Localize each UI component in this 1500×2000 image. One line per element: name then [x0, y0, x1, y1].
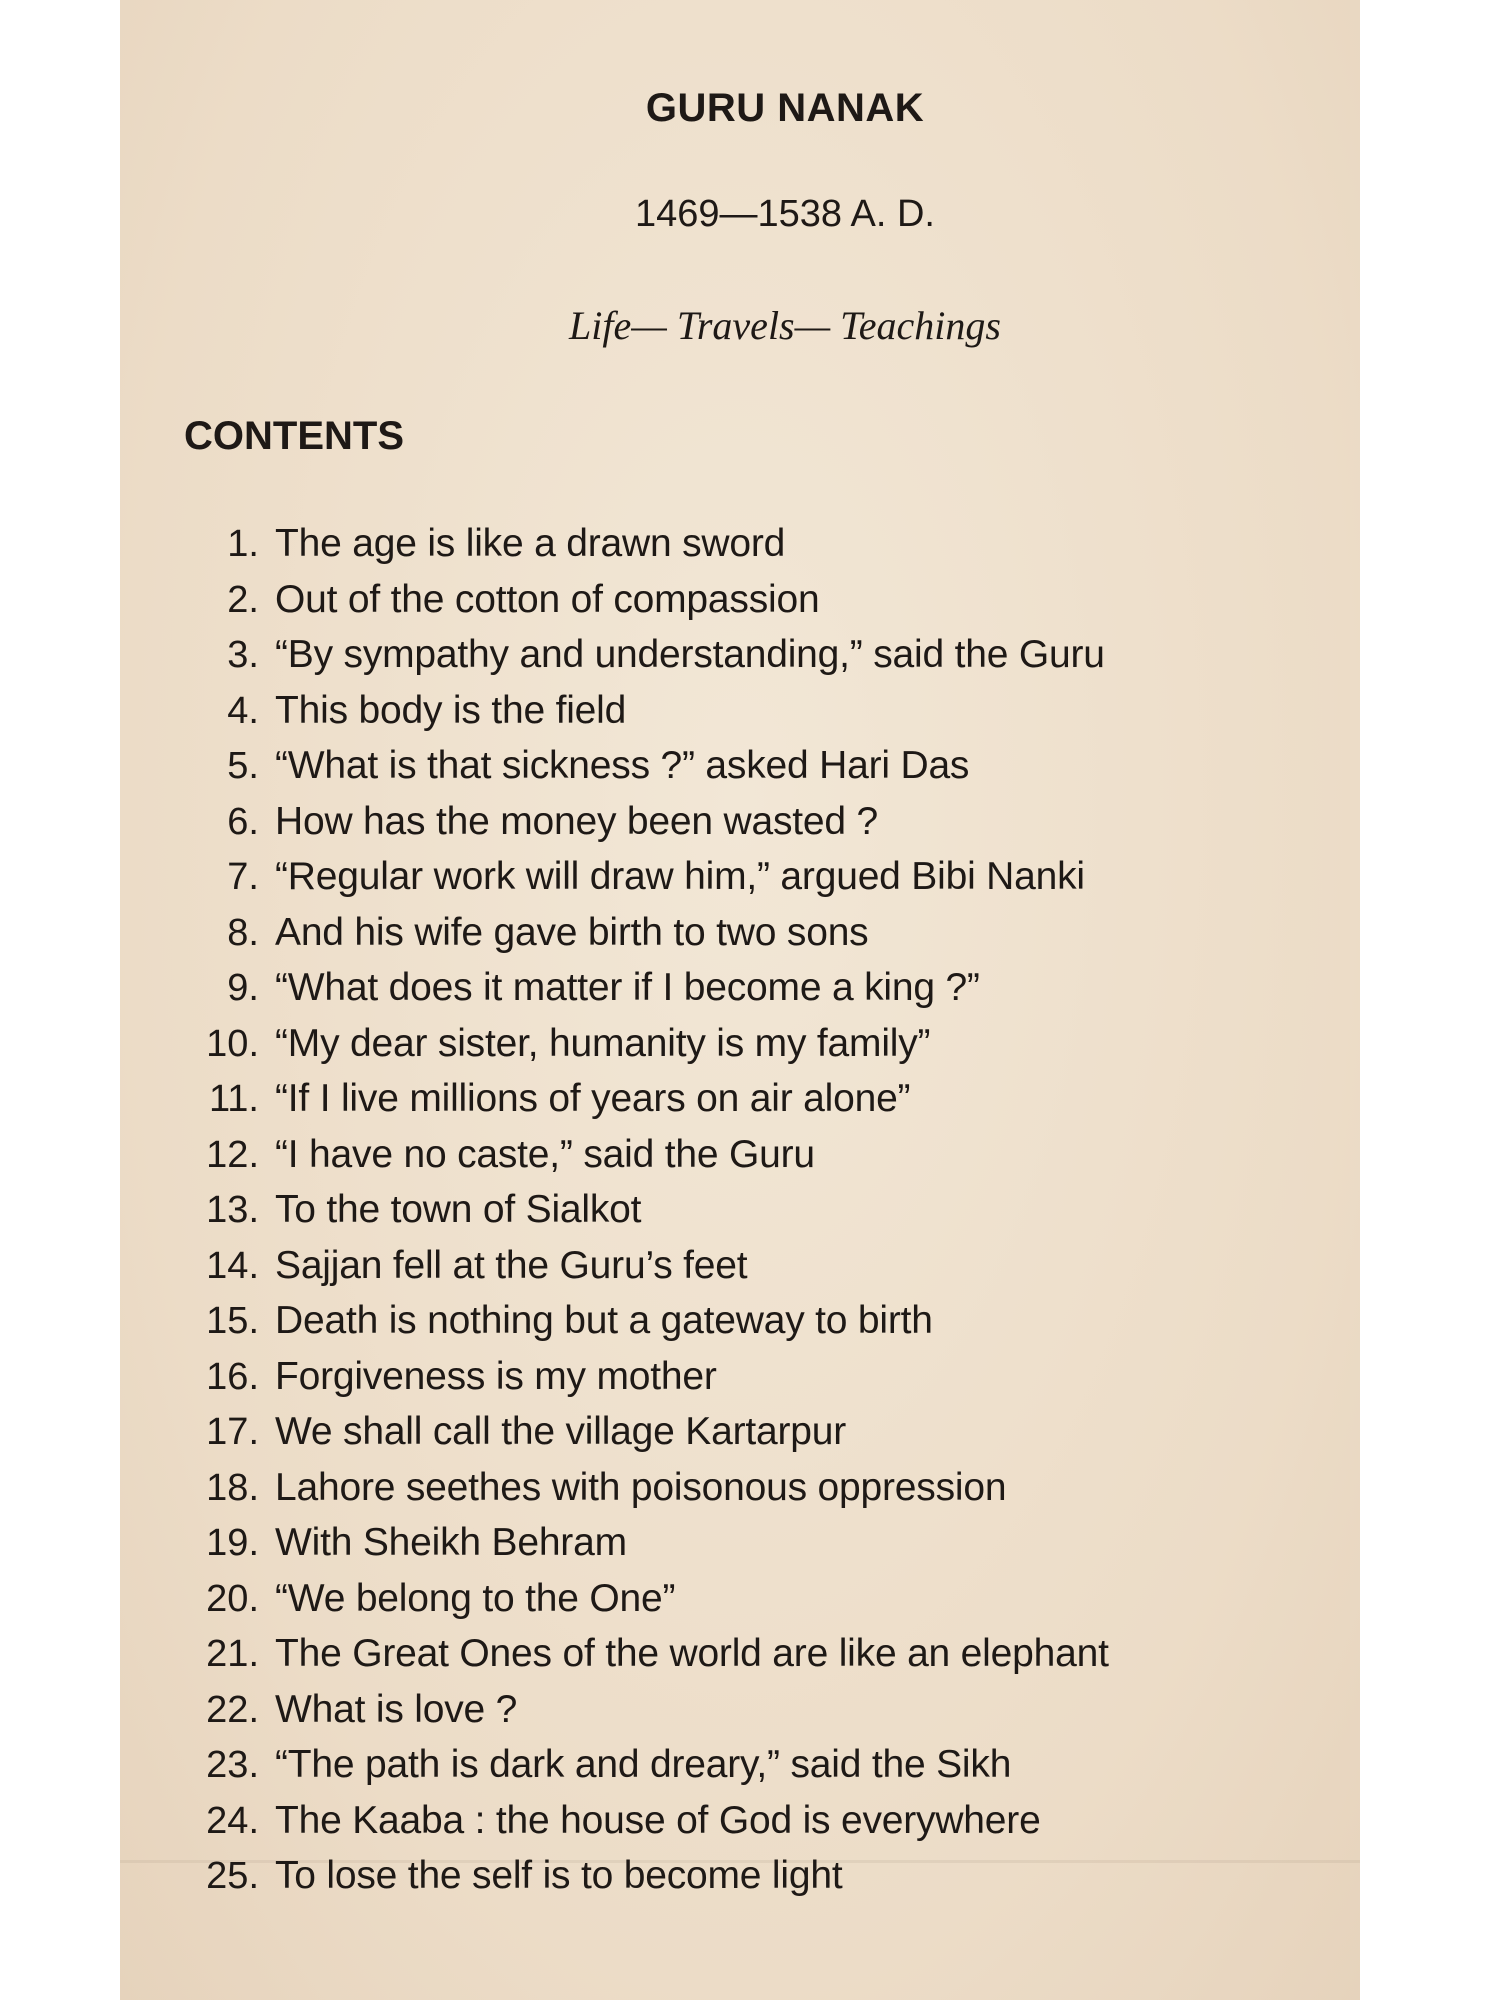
toc-title: How has the money been wasted ?: [275, 799, 879, 843]
toc-number: 13.: [206, 1189, 259, 1231]
toc-title: Death is nothing but a gateway to birth: [275, 1299, 933, 1342]
toc-entry: [195, 1355, 1325, 1411]
book-subtitle: Life— Travels— Teachings: [569, 303, 1001, 348]
toc-number: 1.: [227, 523, 259, 565]
toc-entry: [195, 633, 1325, 689]
toc-number: 15.: [206, 1300, 259, 1342]
toc-number: 6.: [227, 800, 259, 843]
toc-title: “The path is dark and dreary,” said the Sikh: [275, 1743, 1012, 1786]
table-of-contents: [195, 522, 1325, 1910]
toc-entry: [195, 578, 1325, 634]
toc-title: We shall call the village Kartarpur: [275, 1410, 847, 1453]
toc-number: 12.: [206, 1133, 259, 1176]
toc-title: Sajjan fell at the Guru’s feet: [275, 1243, 748, 1287]
toc-title: “If I live millions of years on air alone”: [275, 1077, 911, 1120]
toc-title: This body is the field: [275, 688, 627, 732]
toc-number: 22.: [206, 1688, 259, 1731]
toc-entry: [195, 1410, 1325, 1466]
toc-number: 8.: [227, 911, 259, 954]
toc-title: The Great Ones of the world are like an elephant: [275, 1632, 1109, 1675]
toc-entry: [195, 1299, 1325, 1355]
toc-entry: [195, 1688, 1325, 1744]
toc-number: 4.: [227, 689, 259, 732]
toc-entry: [195, 1022, 1325, 1078]
toc-title: What is love ?: [275, 1687, 518, 1731]
toc-entry: [195, 800, 1325, 856]
toc-title: “I have no caste,” said the Guru: [275, 1132, 815, 1176]
toc-number: 5.: [227, 745, 259, 787]
toc-number: 17.: [206, 1411, 259, 1453]
toc-number: 20.: [206, 1577, 259, 1620]
toc-entry: [195, 1466, 1325, 1522]
toc-entry: [195, 855, 1325, 911]
toc-entry: [195, 522, 1325, 578]
toc-number: 2.: [227, 578, 259, 621]
toc-entry: [195, 1133, 1325, 1189]
toc-title: Out of the cotton of compassion: [275, 577, 820, 621]
toc-number: 25.: [206, 1855, 259, 1897]
toc-title: “What is that sickness ?” asked Hari Das: [275, 744, 970, 787]
toc-number: 23.: [206, 1744, 259, 1786]
toc-entry: [195, 966, 1325, 1022]
book-page: [120, 0, 1360, 2000]
toc-number: 9.: [227, 967, 259, 1009]
toc-title: “We belong to the One”: [275, 1576, 676, 1620]
toc-entry: [195, 1077, 1325, 1133]
toc-entry: [195, 744, 1325, 800]
toc-entry: [195, 689, 1325, 745]
toc-number: 18.: [206, 1466, 259, 1509]
toc-entry: [195, 1632, 1325, 1688]
toc-title: To lose the self is to become light: [275, 1854, 843, 1897]
toc-entry: [195, 1743, 1325, 1799]
toc-number: 19.: [206, 1522, 259, 1564]
toc-title: With Sheikh Behram: [275, 1521, 627, 1564]
toc-number: 11.: [208, 1078, 259, 1120]
toc-title: Forgiveness is my mother: [275, 1354, 717, 1398]
book-title: GURU NANAK: [645, 86, 925, 130]
toc-title: Lahore seethes with poisonous oppression: [275, 1465, 1007, 1509]
toc-title: The age is like a drawn sword: [275, 522, 786, 565]
toc-title: “By sympathy and understanding,” said the Guru: [275, 633, 1105, 676]
toc-number: 10.: [206, 1022, 259, 1065]
book-dates: 1469—1538 A. D.: [635, 193, 935, 235]
toc-entry: [195, 1854, 1325, 1910]
toc-entry: [195, 1799, 1325, 1855]
toc-title: “My dear sister, humanity is my family”: [275, 1021, 931, 1065]
toc-number: 3.: [227, 634, 259, 676]
toc-entry: [195, 1244, 1325, 1300]
toc-entry: [195, 1577, 1325, 1633]
toc-number: 21.: [206, 1633, 259, 1675]
toc-number: 7.: [227, 856, 259, 898]
toc-title: To the town of Sialkot: [275, 1188, 642, 1231]
toc-number: 16.: [206, 1355, 259, 1398]
toc-entry: [195, 1188, 1325, 1244]
toc-title: “What does it matter if I become a king ?”: [275, 966, 980, 1009]
toc-title: And his wife gave birth to two sons: [275, 910, 869, 954]
toc-entry: [195, 911, 1325, 967]
contents-heading: CONTENTS: [184, 414, 404, 458]
toc-title: The Kaaba : the house of God is everywhere: [275, 1798, 1041, 1842]
toc-number: 14.: [206, 1244, 259, 1287]
toc-title: “Regular work will draw him,” argued Bibi Nanki: [275, 855, 1085, 898]
toc-number: 24.: [206, 1799, 259, 1842]
toc-entry: [195, 1521, 1325, 1577]
